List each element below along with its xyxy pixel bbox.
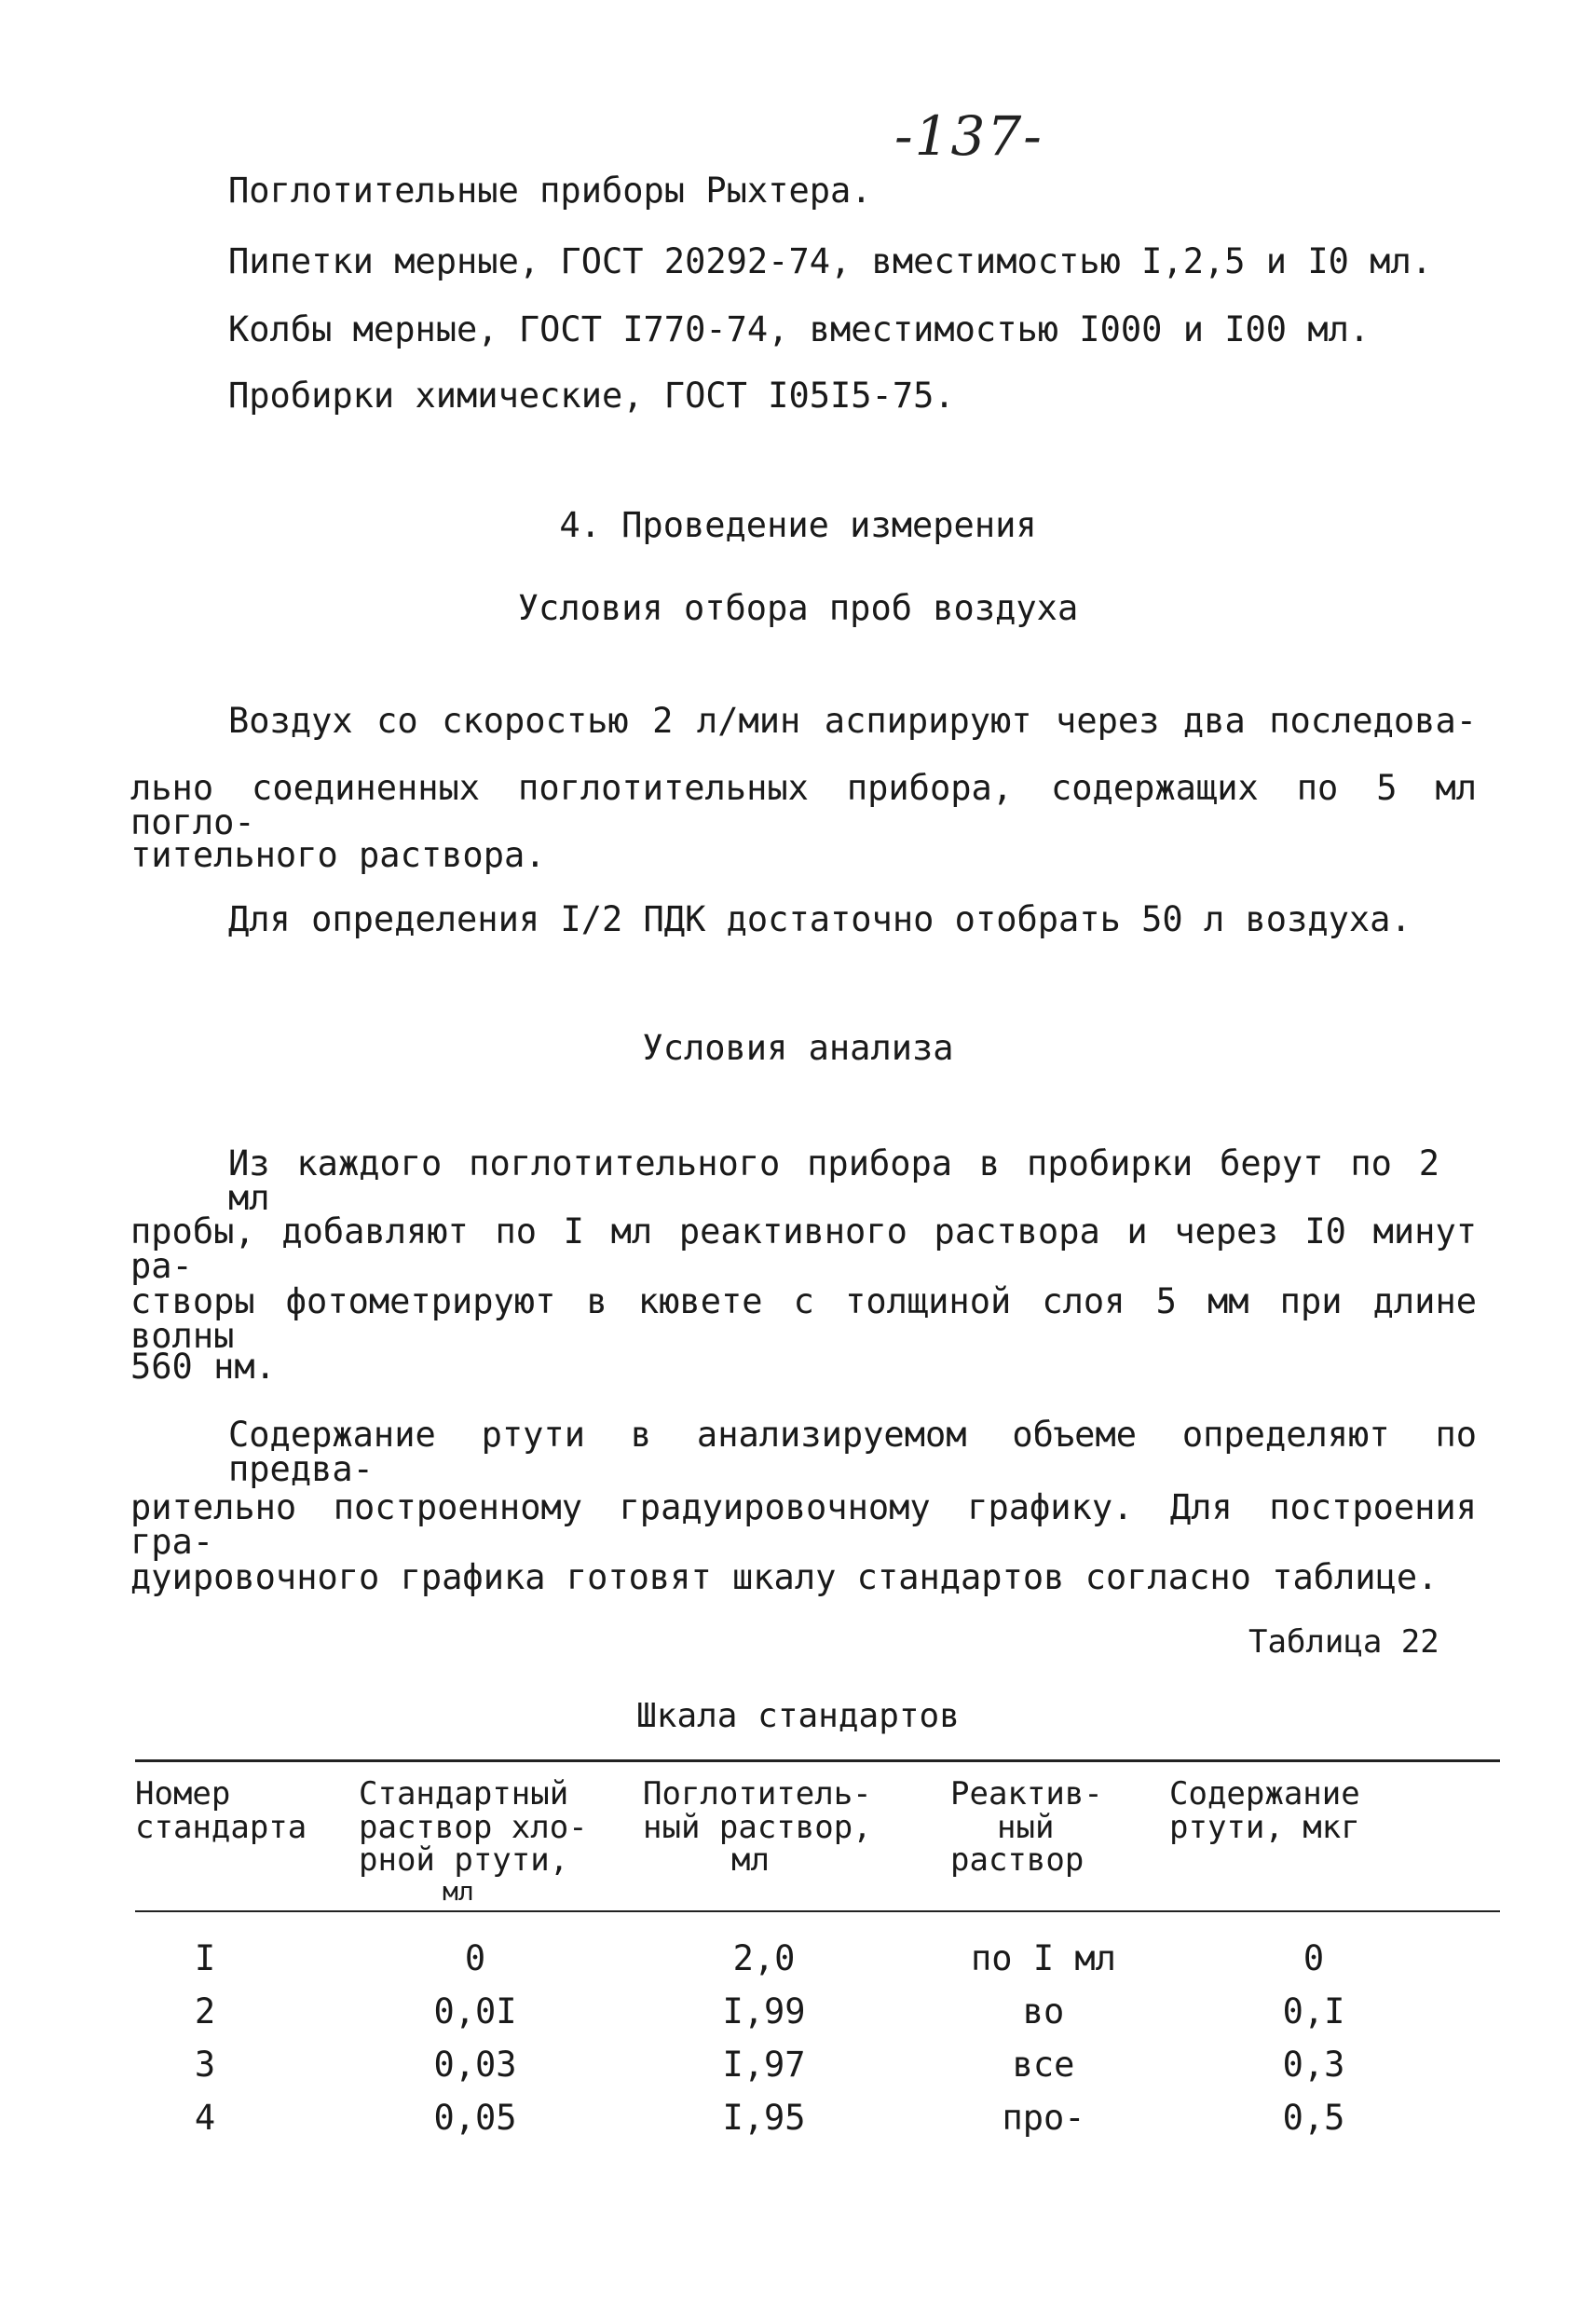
table-cell: 2 bbox=[194, 1991, 216, 2032]
table-cell: I,99 bbox=[722, 1991, 806, 2032]
list-item: Поглотительные приборы Рыхтера. bbox=[228, 171, 872, 211]
table-cell: все bbox=[1012, 2045, 1075, 2085]
table-cell: по I мл bbox=[971, 1938, 1116, 1978]
paragraph-line: Содержание ртути в анализируемом объеме определяют по предва- bbox=[228, 1415, 1477, 1489]
table-cell: I,95 bbox=[722, 2098, 806, 2138]
table-header-rule bbox=[135, 1910, 1500, 1912]
table-cell: 0,I bbox=[1282, 1991, 1345, 2032]
table-header-standard-solution: Стандартный раствор хло- рной ртути, мл bbox=[359, 1775, 588, 1908]
paragraph-line: створы фотометрируют в кювете с толщиной слоя 5 мм при длине волны bbox=[130, 1281, 1477, 1356]
table-cell: во bbox=[1022, 1991, 1065, 2032]
paragraph-line: Воздух со скоростью 2 л/мин аспирируют через два последова- bbox=[228, 701, 1477, 741]
list-item: Пипетки мерные, ГОСТ 20292-74, вместимостью I,2,5 и I0 мл. bbox=[228, 241, 1433, 281]
table-cell: 0 bbox=[1303, 1938, 1325, 1978]
sampling-note: Для определения I/2 ПДК достаточно отобрать 50 л воздуха. bbox=[228, 899, 1412, 939]
table-cell: 0,05 bbox=[433, 2098, 517, 2138]
table-label: Таблица 22 bbox=[1248, 1623, 1439, 1661]
table-cell: 3 bbox=[194, 2045, 216, 2085]
subsection-analysis-title: Условия анализа bbox=[642, 1028, 954, 1068]
section-title: 4. Проведение измерения bbox=[559, 505, 1037, 545]
subsection-sampling-title: Условия отбора проб воздуха bbox=[517, 588, 1079, 628]
table-header-mercury-content: Содержание ртути, мкг bbox=[1169, 1775, 1360, 1846]
table-cell: 4 bbox=[194, 2098, 216, 2138]
page-number: -137- bbox=[894, 104, 1044, 168]
paragraph-line: льно соединенных поглотительных прибора, содержащих по 5 мл погло- bbox=[130, 768, 1477, 842]
list-item: Колбы мерные, ГОСТ I770-74, вместимостью I000 и I00 мл. bbox=[228, 309, 1371, 349]
table-cell: 0,5 bbox=[1282, 2098, 1345, 2138]
paragraph-line: пробы, добавляют по I мл реактивного раствора и через I0 минут ра- bbox=[130, 1211, 1477, 1286]
table-cell: 0,3 bbox=[1282, 2045, 1345, 2085]
paragraph-line: рительно построенному градуировочному графику. Для построения гра- bbox=[130, 1487, 1477, 1562]
table-cell: I bbox=[194, 1938, 216, 1978]
table-cell: I,97 bbox=[722, 2045, 806, 2085]
paragraph-line: дуировочного графика готовят шкалу стандартов согласно таблице. bbox=[130, 1557, 1439, 1597]
paragraph-line: тительного раствора. bbox=[130, 835, 546, 875]
list-item: Пробирки химические, ГОСТ I05I5-75. bbox=[228, 376, 955, 416]
table-header-number: Номер стандарта bbox=[135, 1775, 307, 1846]
table-cell: 0,03 bbox=[433, 2045, 517, 2085]
table-cell: 0,0I bbox=[433, 1991, 517, 2032]
table-header-absorbing-solution: Поглотитель- ный раствор, мл bbox=[643, 1775, 872, 1880]
paragraph-line: 560 нм. bbox=[130, 1347, 276, 1387]
table-cell: про- bbox=[1002, 2098, 1085, 2138]
table-title: Шкала стандартов bbox=[636, 1697, 960, 1735]
table-cell: 0 bbox=[464, 1938, 486, 1978]
table-top-rule bbox=[135, 1759, 1500, 1762]
paragraph-line: Из каждого поглотительного прибора в пробирки берут по 2 мл bbox=[228, 1143, 1439, 1218]
table-cell: 2,0 bbox=[732, 1938, 796, 1978]
table-header-reagent: Реактив- ный раствор bbox=[950, 1775, 1103, 1880]
